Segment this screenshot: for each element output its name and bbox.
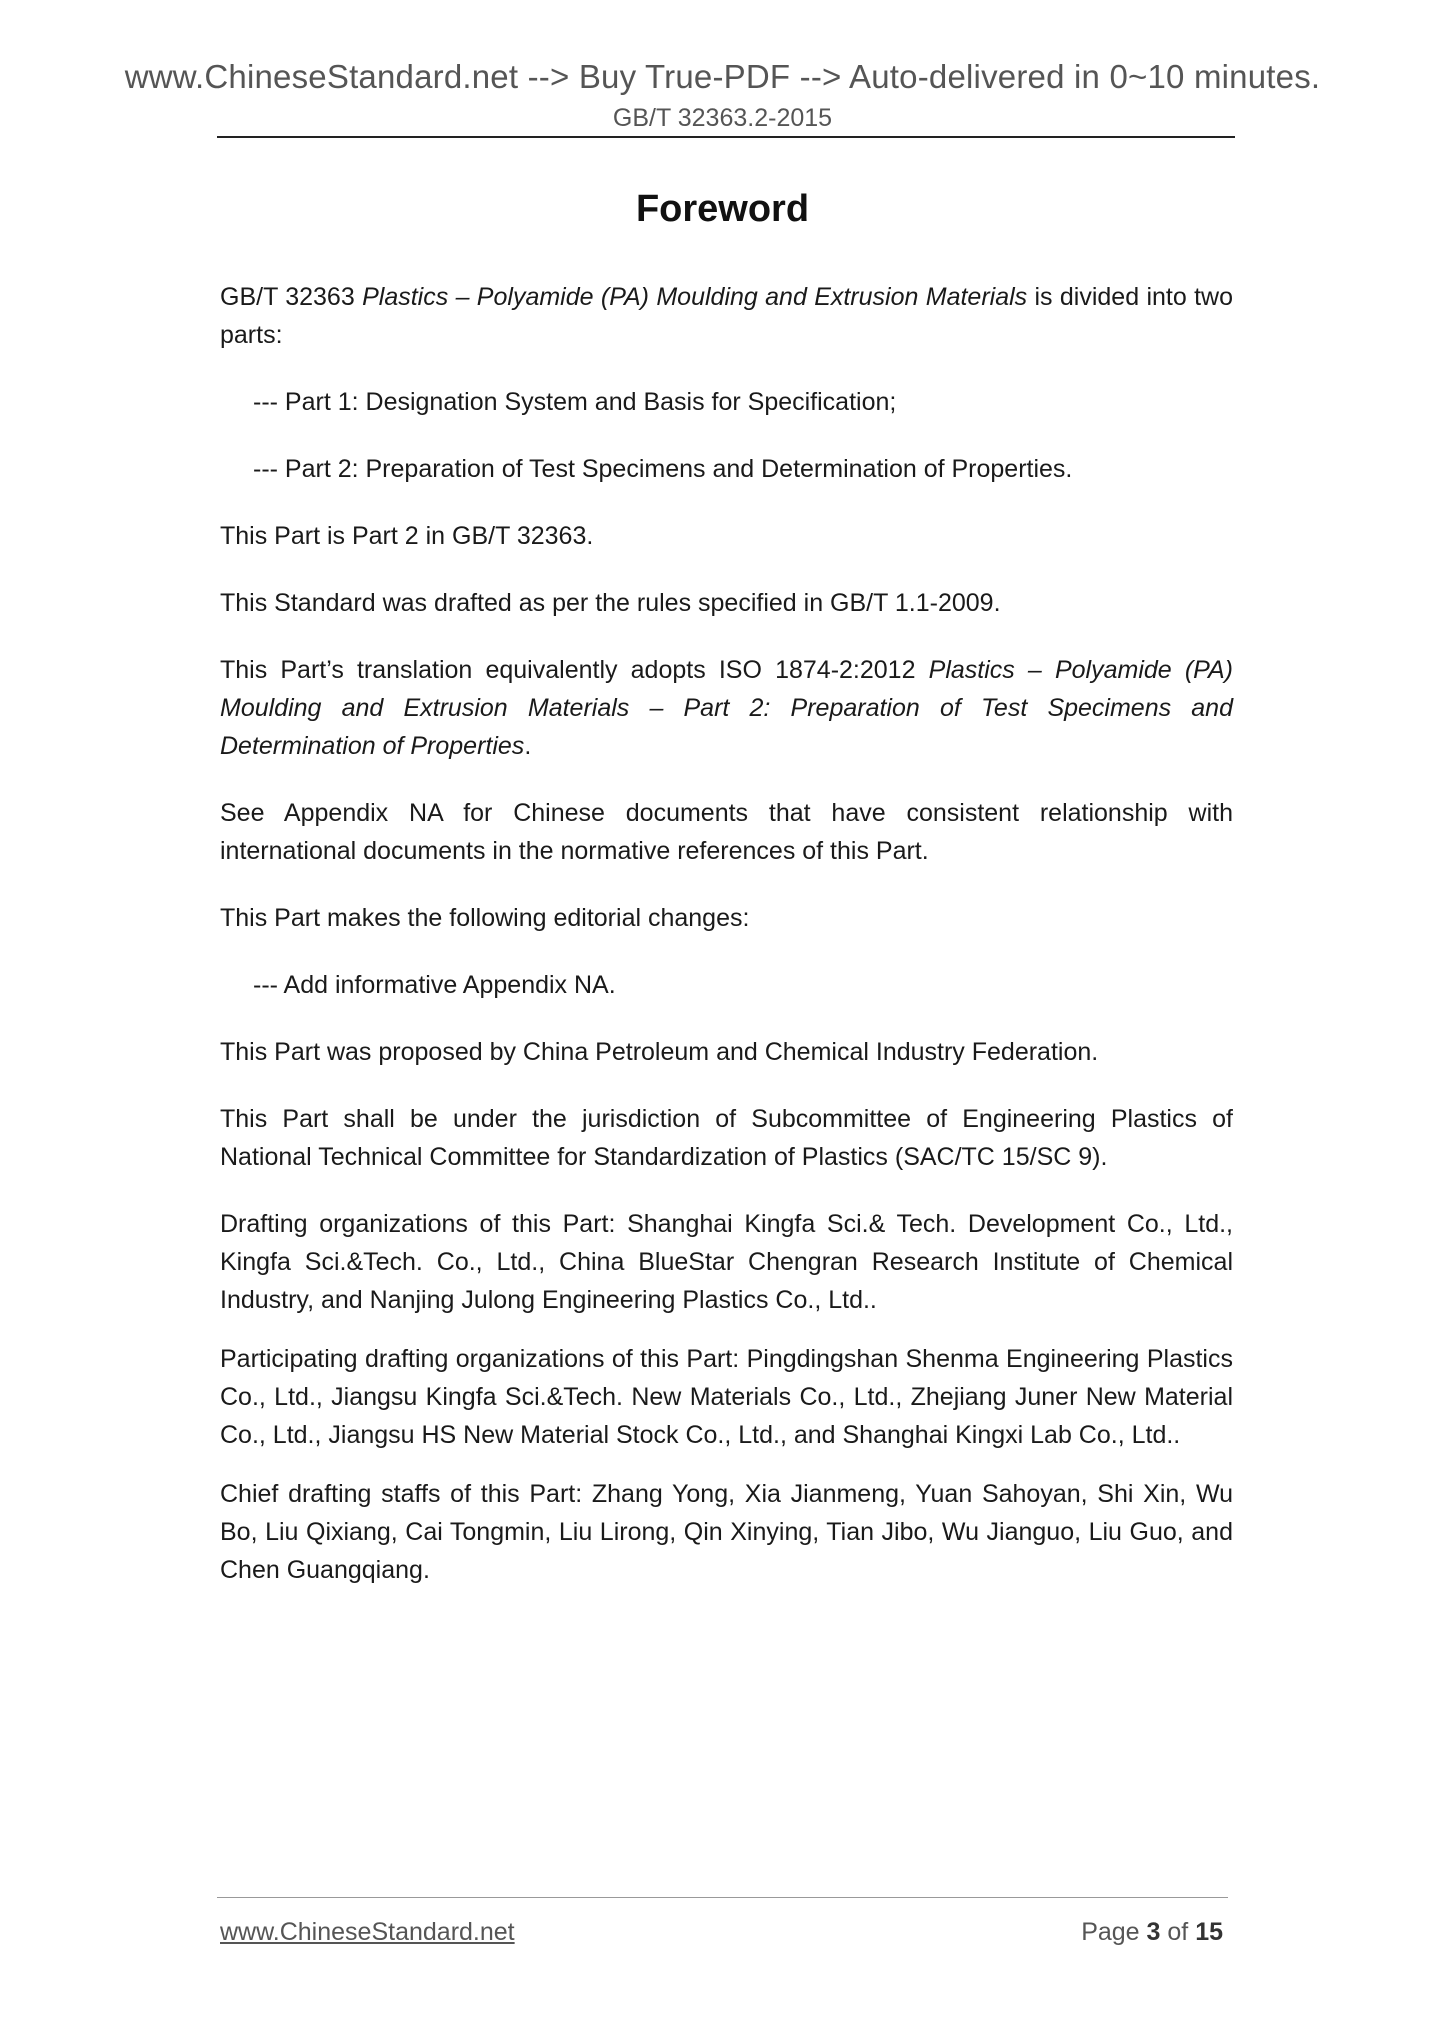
participating-organizations: Participating drafting organizations of this Part: Pingdingshan Shenma Engineering Plastics Co., Ltd., Jiangsu Kingfa Sci.&Tech. New Materials Co., Ltd., Zhejiang Juner New Material Co., Ltd., Jiangsu HS New Material Stock Co., Ltd., and Shanghai Kingxi Lab Co., Ltd..: [220, 1345, 1233, 1449]
part-list-item-1: --- Part 1: Designation System and Basis for Specification;: [253, 388, 897, 416]
page-total: 15: [1195, 1918, 1223, 1946]
site-banner: www.ChineseStandard.net --> Buy True-PDF --> Auto-delivered in 0~10 minutes.: [124, 58, 1321, 95]
drafting-organizations: Drafting organizations of this Part: Shanghai Kingfa Sci.& Tech. Development Co., Ltd., Kingfa Sci.&Tech. Co., Ltd., China BlueStar Chengran Research Institute of Chemical Industry, and Nanjing Julong Engineering Plastics Co., Ltd..: [220, 1210, 1233, 1314]
page-current: 3: [1146, 1918, 1161, 1946]
footer-divider: [217, 1897, 1228, 1898]
editorial-change-item: --- Add informative Appendix NA.: [253, 971, 616, 999]
standard-code: GB/T 32363: [220, 283, 363, 311]
adoption-end: .: [524, 732, 532, 760]
intro-rest: is divided into two parts:: [220, 283, 1233, 349]
page-title: Foreword: [635, 188, 810, 230]
page-label: Page: [1081, 1918, 1147, 1946]
adoption-start: This Part’s translation equivalently adopts ISO 1874-2:2012: [220, 656, 929, 684]
header-divider: [217, 136, 1235, 138]
foreword-body: [220, 278, 1233, 1618]
part-list-item-2: --- Part 2: Preparation of Test Specimens and Determination of Properties.: [253, 455, 1073, 483]
standard-title: Plastics – Polyamide (PA) Moulding and Extrusion Materials: [362, 283, 1028, 311]
jurisdiction-paragraph: This Part shall be under the jurisdiction of Subcommittee of Engineering Plastics of National Technical Committee for Standardization of Plastics (SAC/TC 15/SC 9).: [220, 1105, 1233, 1171]
proposer-paragraph: This Part was proposed by China Petroleum and Chemical Industry Federation.: [220, 1038, 1099, 1066]
appendix-reference: See Appendix NA for Chinese documents that have consistent relationship with international documents in the normative references of this Part.: [220, 799, 1233, 865]
intro-paragraph: [220, 278, 1233, 354]
editorial-changes-intro: This Part makes the following editorial changes:: [220, 904, 750, 932]
page-of: of: [1160, 1918, 1196, 1946]
page-number: [1081, 1918, 1223, 1947]
chief-drafting-staffs: Chief drafting staffs of this Part: Zhang Yong, Xia Jianmeng, Yuan Sahoyan, Shi Xin, Wu Bo, Liu Qixiang, Cai Tongmin, Liu Lirong, Qin Xinying, Tian Jibo, Wu Jianguo, Liu Guo, and Chen Guangqiang.: [220, 1480, 1233, 1584]
part-statement: This Part is Part 2 in GB/T 32363.: [220, 522, 594, 550]
drafting-rules: This Standard was drafted as per the rules specified in GB/T 1.1-2009.: [220, 589, 1001, 617]
footer-site-link[interactable]: www.ChineseStandard.net: [220, 1918, 515, 1946]
adopted-standard-title: Plastics – Polyamide (PA) Moulding and Extrusion Materials – Part 2: Preparation of Test Specimens and Determination of Properties: [220, 656, 1233, 760]
document-code: GB/T 32363.2-2015: [612, 104, 833, 132]
adoption-paragraph: [220, 651, 1233, 765]
